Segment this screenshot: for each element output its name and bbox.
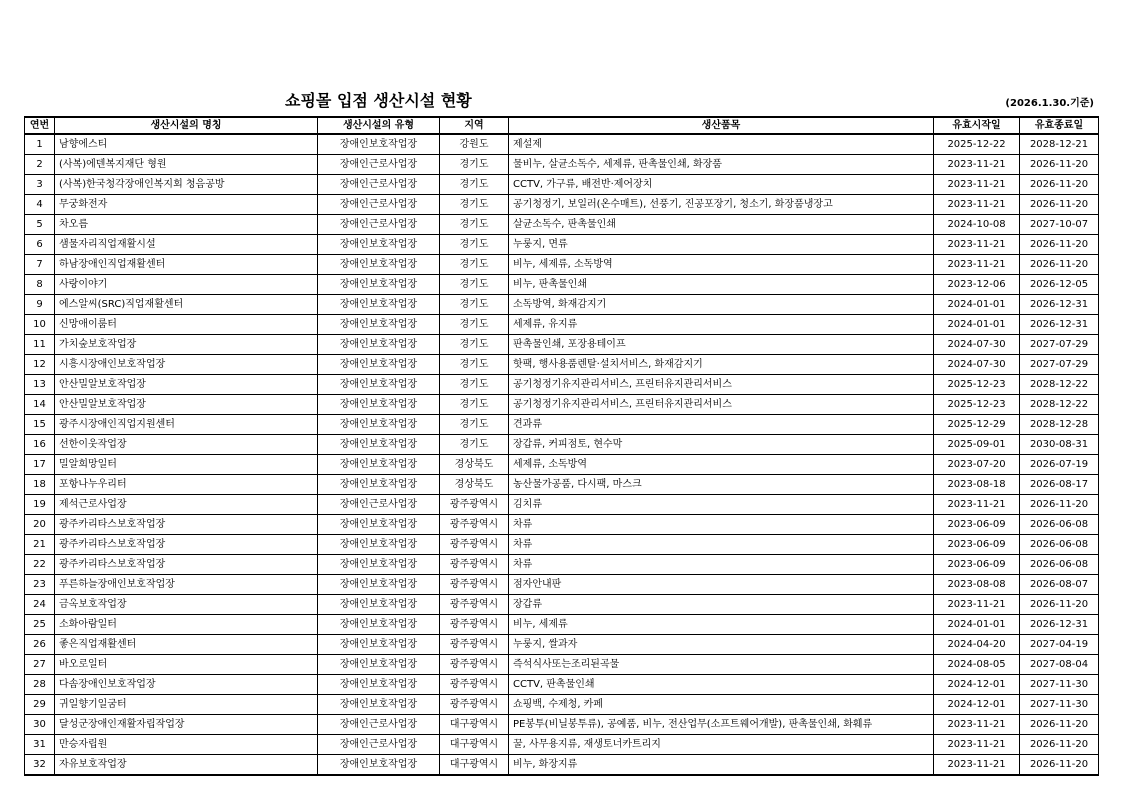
row-no-cell: 22 [25,555,55,575]
start-date-cell: 2024-07-30 [934,335,1020,355]
facility-name-cell: 선한이웃작업장 [55,435,318,455]
start-date-cell: 2023-12-06 [934,275,1020,295]
products-cell: CCTV, 가구류, 배전반·제어장치 [509,175,934,195]
products-cell: 핫팩, 행사용품렌탈·설치서비스, 화재감지기 [509,355,934,375]
products-cell: 즉석식사또는조리된곡물 [509,655,934,675]
facility-type-cell: 장애인근로사업장 [318,195,440,215]
facility-type-cell: 장애인보호작업장 [318,395,440,415]
row-no-cell: 4 [25,195,55,215]
end-date-cell: 2026-11-20 [1020,195,1099,215]
region-cell: 경기도 [440,255,509,275]
start-date-cell: 2024-10-08 [934,215,1020,235]
region-cell: 광주광역시 [440,675,509,695]
products-cell: 비누, 화장지류 [509,755,934,776]
row-no-cell: 17 [25,455,55,475]
row-no-cell: 26 [25,635,55,655]
end-date-cell: 2027-10-07 [1020,215,1099,235]
table-row [25,175,1099,195]
end-date-cell: 2026-11-20 [1020,255,1099,275]
end-date-cell: 2026-08-17 [1020,475,1099,495]
start-date-cell: 2024-12-01 [934,675,1020,695]
row-no-cell: 7 [25,255,55,275]
products-cell: 비누, 판촉물인쇄 [509,275,934,295]
end-date-cell: 2026-12-05 [1020,275,1099,295]
facility-name-cell: 광주카리타스보호작업장 [55,535,318,555]
facility-type-cell: 장애인보호작업장 [318,675,440,695]
facility-name-cell: 귀일향기일굼터 [55,695,318,715]
table-row [25,555,1099,575]
products-cell: 공기청정기, 보일러(온수매트), 선풍기, 진공포장기, 청소기, 화장품냉장고 [509,195,934,215]
table-row [25,735,1099,755]
region-cell: 경기도 [440,335,509,355]
start-date-cell: 2025-12-22 [934,134,1020,155]
table-row [25,215,1099,235]
region-cell: 경기도 [440,415,509,435]
row-no-cell: 15 [25,415,55,435]
facility-name-cell: 샘물자리직업재활시설 [55,235,318,255]
end-date-cell: 2026-12-31 [1020,315,1099,335]
facility-name-cell: 밀알희망일터 [55,455,318,475]
products-cell: 제설제 [509,134,934,155]
facility-type-cell: 장애인보호작업장 [318,555,440,575]
start-date-cell: 2023-11-21 [934,735,1020,755]
region-cell: 광주광역시 [440,555,509,575]
row-no-cell: 9 [25,295,55,315]
end-date-cell: 2026-11-20 [1020,595,1099,615]
table-row [25,395,1099,415]
end-date-cell: 2026-11-20 [1020,755,1099,776]
end-date-cell: 2026-11-20 [1020,175,1099,195]
region-cell: 광주광역시 [440,495,509,515]
row-no-cell: 28 [25,675,55,695]
facility-type-cell: 장애인보호작업장 [318,335,440,355]
row-no-cell: 27 [25,655,55,675]
start-date-cell: 2024-01-01 [934,315,1020,335]
start-date-cell: 2023-07-20 [934,455,1020,475]
table-row [25,615,1099,635]
row-no-cell: 8 [25,275,55,295]
end-date-cell: 2026-11-20 [1020,715,1099,735]
start-date-cell: 2023-11-21 [934,595,1020,615]
row-no-cell: 13 [25,375,55,395]
facility-name-cell: (사복)에덴복지재단 형원 [55,155,318,175]
products-cell: 김치류 [509,495,934,515]
table-row [25,455,1099,475]
end-date-cell: 2026-07-19 [1020,455,1099,475]
table-row [25,695,1099,715]
facility-name-cell: 시흥시장애인보호작업장 [55,355,318,375]
start-date-cell: 2023-08-08 [934,575,1020,595]
products-cell: 물비누, 살균소독수, 세제류, 판촉물인쇄, 화장품 [509,155,934,175]
base-date: (2026.1.30.기준) [1005,98,1094,109]
facility-type-cell: 장애인근로사업장 [318,495,440,515]
end-date-cell: 2027-07-29 [1020,355,1099,375]
table-row [25,134,1099,155]
page-title: 쇼핑몰 입점 생산시설 현황 [285,91,472,110]
table-row [25,715,1099,735]
row-no-cell: 10 [25,315,55,335]
row-no-cell: 21 [25,535,55,555]
facility-type-cell: 장애인보호작업장 [318,455,440,475]
row-no-cell: 20 [25,515,55,535]
facility-name-cell: 만승자립원 [55,735,318,755]
region-cell: 경기도 [440,215,509,235]
table-row [25,475,1099,495]
facility-table [24,116,1099,776]
row-no-cell: 19 [25,495,55,515]
row-no-cell: 32 [25,755,55,776]
facility-type-cell: 장애인보호작업장 [318,475,440,495]
start-date-cell: 2025-12-23 [934,375,1020,395]
facility-type-cell: 장애인보호작업장 [318,615,440,635]
region-cell: 경기도 [440,435,509,455]
facility-name-cell: 에스알씨(SRC)직업재활센터 [55,295,318,315]
table-row [25,355,1099,375]
facility-name-cell: 신망애이룸터 [55,315,318,335]
end-date-cell: 2026-11-20 [1020,235,1099,255]
region-cell: 경기도 [440,235,509,255]
table-row [25,235,1099,255]
facility-type-cell: 장애인보호작업장 [318,595,440,615]
end-date-cell: 2026-11-20 [1020,735,1099,755]
facility-name-cell: 광주시장애인직업지원센터 [55,415,318,435]
start-date-cell: 2023-11-21 [934,495,1020,515]
facility-type-cell: 장애인보호작업장 [318,655,440,675]
products-cell: 차류 [509,555,934,575]
facility-name-cell: 가치숲보호작업장 [55,335,318,355]
table-row [25,255,1099,275]
row-no-cell: 14 [25,395,55,415]
row-no-cell: 2 [25,155,55,175]
end-date-cell: 2027-11-30 [1020,675,1099,695]
end-date-cell: 2027-11-30 [1020,695,1099,715]
start-date-cell: 2023-11-21 [934,195,1020,215]
start-date-cell: 2023-11-21 [934,175,1020,195]
facility-name-cell: 사랑이야기 [55,275,318,295]
facility-name-cell: 포항나누우리터 [55,475,318,495]
end-date-cell: 2026-12-31 [1020,295,1099,315]
facility-name-cell: 금옥보호작업장 [55,595,318,615]
start-date-cell: 2025-12-23 [934,395,1020,415]
facility-type-cell: 장애인근로사업장 [318,175,440,195]
row-no-cell: 18 [25,475,55,495]
header-start-date: 유효시작일 [934,117,1020,134]
row-no-cell: 1 [25,134,55,155]
facility-type-cell: 장애인보호작업장 [318,435,440,455]
products-cell: 소독방역, 화재감지기 [509,295,934,315]
region-cell: 광주광역시 [440,535,509,555]
products-cell: 차류 [509,535,934,555]
products-cell: 살균소독수, 판촉물인쇄 [509,215,934,235]
header-products: 생산품목 [509,117,934,134]
end-date-cell: 2026-06-08 [1020,535,1099,555]
facility-name-cell: 소화아람일터 [55,615,318,635]
products-cell: 농산물가공품, 다시팩, 마스크 [509,475,934,495]
table-row [25,195,1099,215]
facility-name-cell: 안산밀알보호작업장 [55,395,318,415]
table-row [25,275,1099,295]
end-date-cell: 2026-12-31 [1020,615,1099,635]
products-cell: 비누, 세제류 [509,615,934,635]
end-date-cell: 2027-04-19 [1020,635,1099,655]
end-date-cell: 2026-06-08 [1020,555,1099,575]
start-date-cell: 2024-04-20 [934,635,1020,655]
facility-type-cell: 장애인보호작업장 [318,134,440,155]
region-cell: 경기도 [440,375,509,395]
row-no-cell: 23 [25,575,55,595]
row-no-cell: 6 [25,235,55,255]
table-row [25,335,1099,355]
region-cell: 경상북도 [440,455,509,475]
end-date-cell: 2028-12-22 [1020,395,1099,415]
facility-type-cell: 장애인보호작업장 [318,695,440,715]
facility-name-cell: (사복)한국청각장애인복지회 청음공방 [55,175,318,195]
table-row [25,655,1099,675]
region-cell: 광주광역시 [440,515,509,535]
end-date-cell: 2026-08-07 [1020,575,1099,595]
products-cell: CCTV, 판촉물인쇄 [509,675,934,695]
region-cell: 경기도 [440,295,509,315]
region-cell: 광주광역시 [440,655,509,675]
facility-type-cell: 장애인보호작업장 [318,375,440,395]
facility-type-cell: 장애인보호작업장 [318,515,440,535]
facility-type-cell: 장애인보호작업장 [318,295,440,315]
facility-type-cell: 장애인보호작업장 [318,275,440,295]
facility-name-cell: 무궁화전자 [55,195,318,215]
facility-name-cell: 달성군장애인재활자립작업장 [55,715,318,735]
facility-name-cell: 바오로일터 [55,655,318,675]
start-date-cell: 2023-11-21 [934,715,1020,735]
table-row [25,295,1099,315]
products-cell: 누룽지, 쌀과자 [509,635,934,655]
region-cell: 광주광역시 [440,575,509,595]
end-date-cell: 2026-06-08 [1020,515,1099,535]
table-row [25,575,1099,595]
region-cell: 경기도 [440,195,509,215]
row-no-cell: 5 [25,215,55,235]
region-cell: 광주광역시 [440,615,509,635]
products-cell: 판촉물인쇄, 포장용테이프 [509,335,934,355]
facility-name-cell: 제석근로사업장 [55,495,318,515]
start-date-cell: 2023-11-21 [934,235,1020,255]
region-cell: 경기도 [440,395,509,415]
products-cell: 쇼핑백, 수제청, 카페 [509,695,934,715]
table-row [25,535,1099,555]
start-date-cell: 2023-06-09 [934,555,1020,575]
table-row [25,755,1099,776]
start-date-cell: 2023-06-09 [934,515,1020,535]
row-no-cell: 12 [25,355,55,375]
start-date-cell: 2025-12-29 [934,415,1020,435]
facility-name-cell: 하남장애인직업재활센터 [55,255,318,275]
facility-type-cell: 장애인근로사업장 [318,735,440,755]
facility-name-cell: 안산밀알보호작업장 [55,375,318,395]
facility-type-cell: 장애인보호작업장 [318,315,440,335]
facility-name-cell: 푸른하늘장애인보호작업장 [55,575,318,595]
products-cell: 견과류 [509,415,934,435]
products-cell: 공기청정기유지관리서비스, 프린터유지관리서비스 [509,375,934,395]
start-date-cell: 2024-07-30 [934,355,1020,375]
end-date-cell: 2027-08-04 [1020,655,1099,675]
end-date-cell: 2028-12-28 [1020,415,1099,435]
facility-type-cell: 장애인보호작업장 [318,575,440,595]
facility-name-cell: 광주카리타스보호작업장 [55,515,318,535]
facility-type-cell: 장애인근로사업장 [318,155,440,175]
row-no-cell: 30 [25,715,55,735]
row-no-cell: 25 [25,615,55,635]
table-row [25,515,1099,535]
table-row [25,675,1099,695]
table-row [25,415,1099,435]
header-facility-type: 생산시설의 유형 [318,117,440,134]
region-cell: 경상북도 [440,475,509,495]
end-date-cell: 2027-07-29 [1020,335,1099,355]
facility-type-cell: 장애인보호작업장 [318,635,440,655]
start-date-cell: 2024-01-01 [934,615,1020,635]
table-row [25,435,1099,455]
products-cell: 세제류, 소독방역 [509,455,934,475]
start-date-cell: 2023-11-21 [934,755,1020,776]
facility-name-cell: 자유보호작업장 [55,755,318,776]
facility-type-cell: 장애인보호작업장 [318,535,440,555]
facility-type-cell: 장애인보호작업장 [318,415,440,435]
products-cell: 세제류, 유지류 [509,315,934,335]
region-cell: 경기도 [440,275,509,295]
facility-type-cell: 장애인근로사업장 [318,215,440,235]
facility-type-cell: 장애인보호작업장 [318,755,440,776]
region-cell: 광주광역시 [440,635,509,655]
products-cell: 점자안내판 [509,575,934,595]
end-date-cell: 2028-12-21 [1020,134,1099,155]
header-region: 지역 [440,117,509,134]
table-row [25,315,1099,335]
facility-type-cell: 장애인근로사업장 [318,715,440,735]
facility-name-cell: 남향에스티 [55,134,318,155]
header-facility-name: 생산시설의 명칭 [55,117,318,134]
row-no-cell: 11 [25,335,55,355]
end-date-cell: 2026-11-20 [1020,495,1099,515]
table-row [25,375,1099,395]
region-cell: 대구광역시 [440,715,509,735]
products-cell: PE봉투(비닐봉투류), 공예품, 비누, 전산업무(소프트웨어개발), 판촉물인쇄, 화훼류 [509,715,934,735]
facility-name-cell: 차오름 [55,215,318,235]
region-cell: 광주광역시 [440,595,509,615]
table-row [25,495,1099,515]
products-cell: 장갑류 [509,595,934,615]
products-cell: 공기청정기유지관리서비스, 프린터유지관리서비스 [509,395,934,415]
region-cell: 대구광역시 [440,735,509,755]
products-cell: 꿀, 사무용지류, 재생토너카트리지 [509,735,934,755]
start-date-cell: 2024-12-01 [934,695,1020,715]
row-no-cell: 31 [25,735,55,755]
row-no-cell: 24 [25,595,55,615]
region-cell: 경기도 [440,175,509,195]
facility-name-cell: 다솜장애인보호작업장 [55,675,318,695]
table-header-row [25,117,1099,134]
facility-name-cell: 좋은직업재활센터 [55,635,318,655]
facility-type-cell: 장애인보호작업장 [318,355,440,375]
products-cell: 누룽지, 면류 [509,235,934,255]
start-date-cell: 2025-09-01 [934,435,1020,455]
products-cell: 장갑류, 커피점토, 현수막 [509,435,934,455]
start-date-cell: 2023-11-21 [934,155,1020,175]
table-row [25,635,1099,655]
end-date-cell: 2028-12-22 [1020,375,1099,395]
region-cell: 강원도 [440,134,509,155]
products-cell: 비누, 세제류, 소독방역 [509,255,934,275]
table-row [25,155,1099,175]
products-cell: 차류 [509,515,934,535]
header-end-date: 유효종료일 [1020,117,1099,134]
start-date-cell: 2024-01-01 [934,295,1020,315]
end-date-cell: 2026-11-20 [1020,155,1099,175]
row-no-cell: 16 [25,435,55,455]
region-cell: 경기도 [440,155,509,175]
facility-name-cell: 광주카리타스보호작업장 [55,555,318,575]
end-date-cell: 2030-08-31 [1020,435,1099,455]
region-cell: 경기도 [440,355,509,375]
start-date-cell: 2023-11-21 [934,255,1020,275]
row-no-cell: 29 [25,695,55,715]
start-date-cell: 2024-08-05 [934,655,1020,675]
region-cell: 경기도 [440,315,509,335]
region-cell: 대구광역시 [440,755,509,776]
start-date-cell: 2023-06-09 [934,535,1020,555]
facility-type-cell: 장애인보호작업장 [318,255,440,275]
row-no-cell: 3 [25,175,55,195]
facility-type-cell: 장애인보호작업장 [318,235,440,255]
start-date-cell: 2023-08-18 [934,475,1020,495]
region-cell: 광주광역시 [440,695,509,715]
table-row [25,595,1099,615]
header-no: 연번 [25,117,55,134]
